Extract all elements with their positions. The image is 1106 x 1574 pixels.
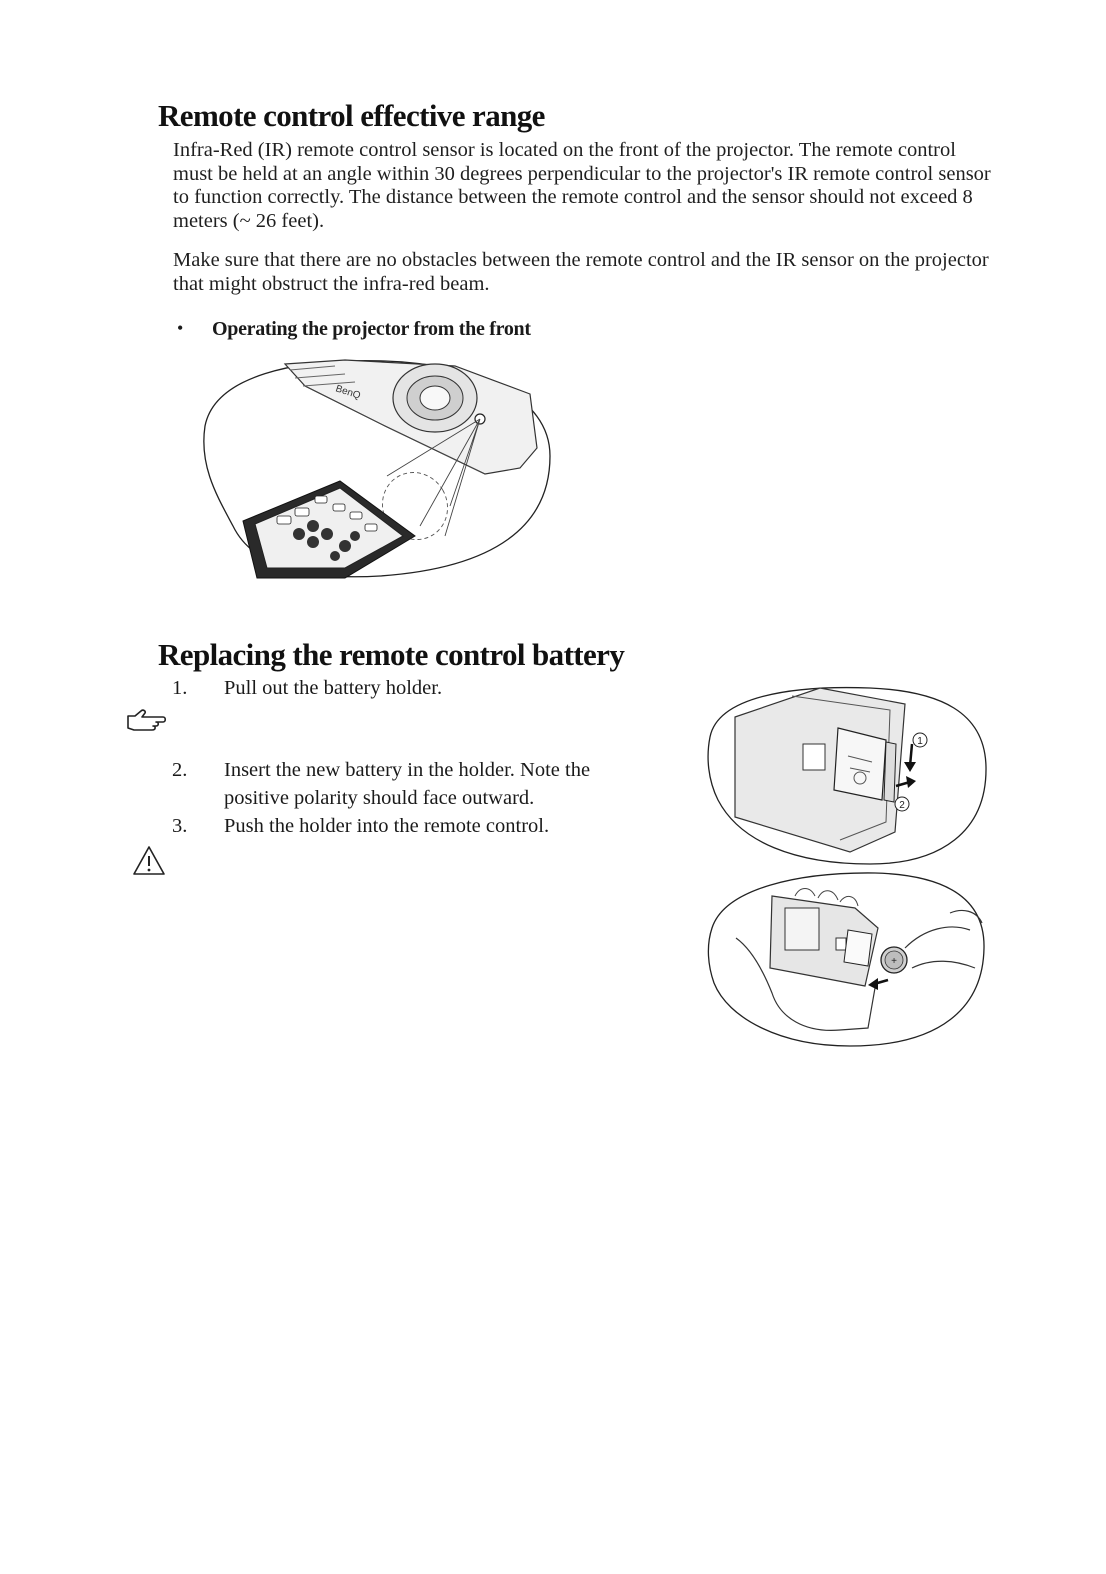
- bullet-marker: •: [177, 318, 184, 338]
- bullet-label-front-operation: Operating the projector from the front: [212, 318, 531, 340]
- projector-remote-illustration: [195, 356, 555, 582]
- step-3-number: 3.: [172, 815, 188, 837]
- svg-text:+: +: [891, 956, 897, 967]
- warning-triangle-icon: [132, 845, 166, 877]
- step-1-number: 1.: [172, 677, 188, 699]
- paragraph-ir-sensor: Infra-Red (IR) remote control sensor is located on the front of the projector. The remote control must be held at an angle within 30 degrees perpendicular to the projector's IR remote control sensor to function correctly. The distance between the remote control and the sensor should not exceed 8 meters (~ 26 feet).: [173, 139, 991, 232]
- paragraph-obstacles: Make sure that there are no obstacles between the remote control and the IR sensor on the projector that might obstruct the infra-red beam.: [173, 249, 989, 295]
- pointing-hand-icon: [126, 708, 166, 734]
- step-2-number: 2.: [172, 759, 188, 781]
- step-2-text: Insert the new battery in the holder. Note the positive polarity should face outward.: [224, 759, 591, 809]
- battery-holder-removal-illustration: [700, 682, 990, 868]
- callout-1: 1: [917, 736, 923, 747]
- step-1-text: Pull out the battery holder.: [224, 677, 443, 699]
- step-3-text: Push the holder into the remote control.: [224, 815, 550, 837]
- section-heading-replace-battery: Replacing the remote control battery: [158, 637, 625, 672]
- section-heading-remote-range: Remote control effective range: [158, 98, 545, 133]
- callout-2: 2: [899, 800, 905, 811]
- svg-text:BenQ: BenQ: [334, 383, 362, 402]
- battery-insertion-illustration: [700, 868, 990, 1050]
